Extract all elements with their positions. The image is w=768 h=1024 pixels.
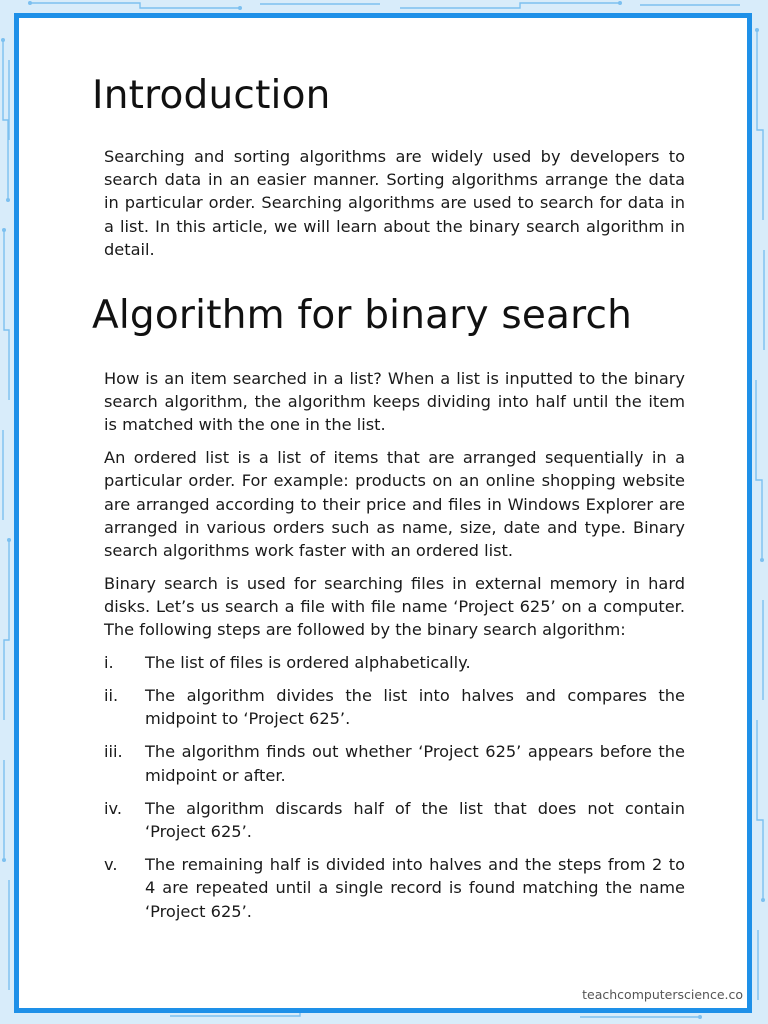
list-item bbox=[104, 797, 685, 843]
list-item bbox=[104, 853, 685, 923]
document-page bbox=[14, 13, 752, 1013]
algorithm-paragraph-2: An ordered list is a list of items that are arranged sequentially in a particular order. For example: products on an online shopping website are arranged according to their price and files in Windows Explorer are arranged in various orders such as name, size, date and type. Binary search algorithms work faster with an ordered list. bbox=[104, 448, 685, 560]
step-number: i. bbox=[104, 652, 114, 672]
algorithm-heading: Algorithm for binary search bbox=[92, 293, 633, 338]
list-item bbox=[104, 740, 685, 786]
step-text: The algorithm discards half of the list that does not contain ‘Project 625’. bbox=[145, 798, 685, 841]
steps-list bbox=[104, 651, 685, 923]
list-item bbox=[104, 684, 685, 730]
introduction-heading: Introduction bbox=[92, 73, 331, 118]
algorithm-paragraph-1: How is an item searched in a list? When a list is inputted to the binary search algorithm, the algorithm keeps dividing into half until the item is matched with the one in the list. bbox=[104, 369, 685, 435]
algorithm-section bbox=[104, 367, 685, 933]
step-text: The list of files is ordered alphabetically. bbox=[145, 652, 471, 672]
footer-site-link[interactable]: teachcomputerscience.co bbox=[582, 987, 743, 1002]
step-text: The algorithm finds out whether ‘Project 625’ appears before the midpoint or after. bbox=[145, 742, 685, 785]
step-number: iv. bbox=[104, 798, 122, 818]
step-number: iii. bbox=[104, 742, 123, 762]
step-number: v. bbox=[104, 855, 118, 875]
introduction-paragraph: Searching and sorting algorithms are widely used by developers to search data in an easier manner. Sorting algorithms arrange the data in particular order. Searching algorithms are used to search for data in a list. In this article, we will learn about the binary search algorithm in detail. bbox=[104, 147, 685, 259]
list-item bbox=[104, 651, 685, 674]
step-text: The remaining half is divided into halves and the steps from 2 to 4 are repeated until a single record is found matching the name ‘Project 625’. bbox=[145, 855, 685, 921]
introduction-section bbox=[104, 145, 685, 271]
step-text: The algorithm divides the list into halves and compares the midpoint to ‘Project 625’. bbox=[145, 685, 685, 729]
step-number: ii. bbox=[104, 685, 119, 705]
algorithm-paragraph-3: Binary search is used for searching files in external memory in hard disks. Let’s us search a file with file name ‘Project 625’ on a computer. The following steps are followed by the binary search algorithm: bbox=[104, 573, 685, 640]
